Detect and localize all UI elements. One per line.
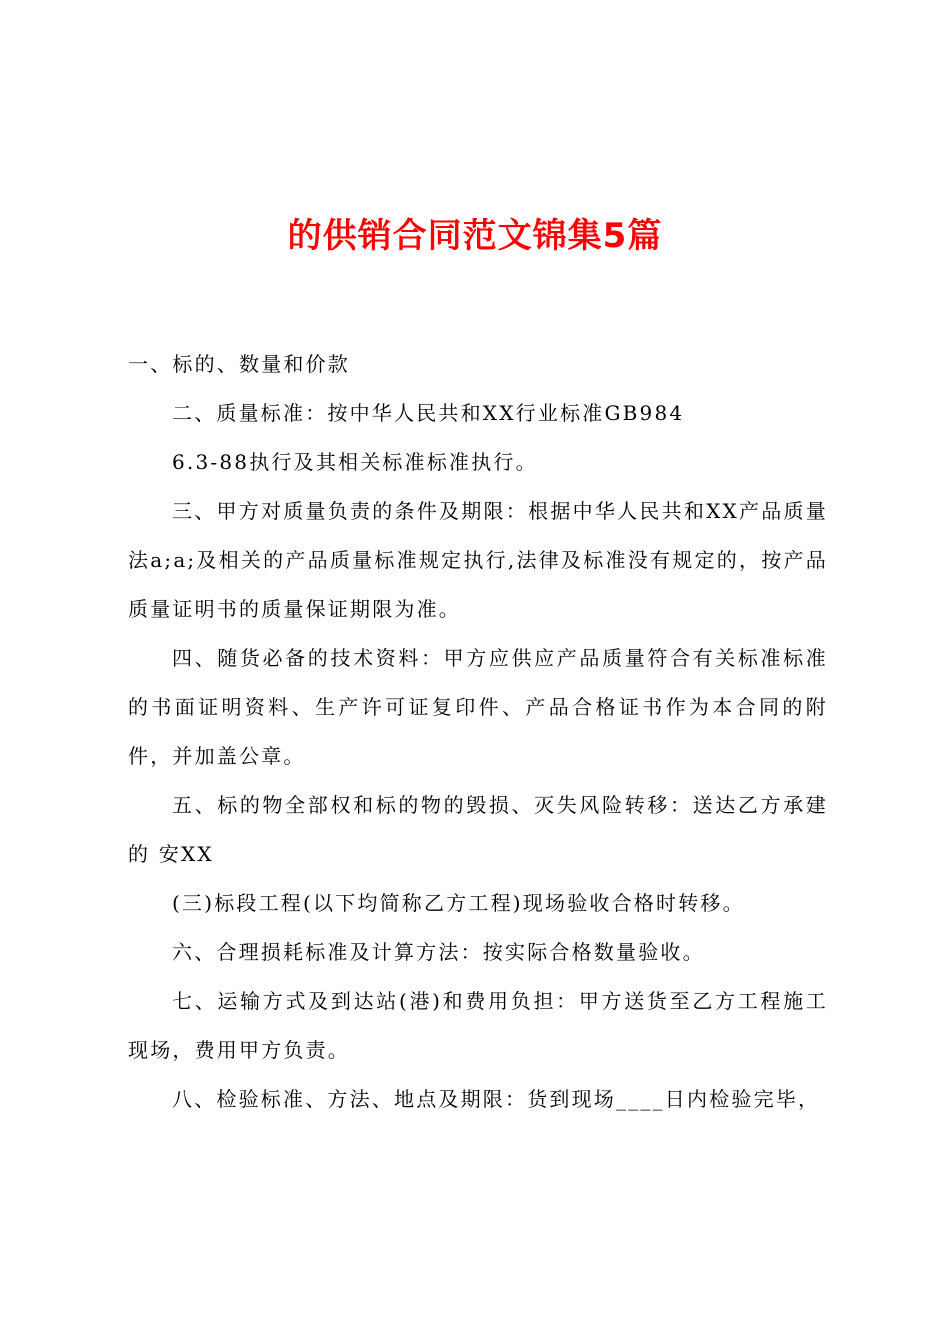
paragraph-2: 二、质量标准：按中华人民共和XX行业标准GB984 [172,401,685,425]
paragraph-7: (三)标段工程(以下均简称乙方工程)现场验收合格时转移。 [172,891,745,915]
paragraph-4: 三、甲方对质量负责的条件及期限：根据中华人民共和XX产品质量法a;a;及相关的产品质量标准规定执行,法律及标准没有规定的，按产品质量证明书的质量保证期限为准。 [128,499,828,621]
paragraph-8: 六、合理损耗标准及计算方法：按实际合格数量验收。 [172,940,705,964]
paragraph-5: 四、随货必备的技术资料：甲方应供应产品质量符合有关标准标准的书面证明资料、生产许可证复印件、产品合格证书作为本合同的附件，并加盖公章。 [128,646,828,768]
document-title: 的供销合同范文锦集5篇 [287,216,663,256]
paragraph-1: 一、标的、数量和价款 [128,352,350,376]
paragraph-6: 五、标的物全部权和标的物的毁损、灭失风险转移：送达乙方承建的 安XX [128,793,828,866]
paragraph-3: 6.3-88执行及其相关标准标准执行。 [172,450,538,474]
document-body [128,340,828,1124]
paragraph-9: 七、运输方式及到达站(港)和费用负担：甲方送货至乙方工程施工现场，费用甲方负责。 [128,989,828,1062]
paragraph-10: 八、检验标准、方法、地点及期限：货到现场____日内检验完毕， [172,1087,821,1111]
